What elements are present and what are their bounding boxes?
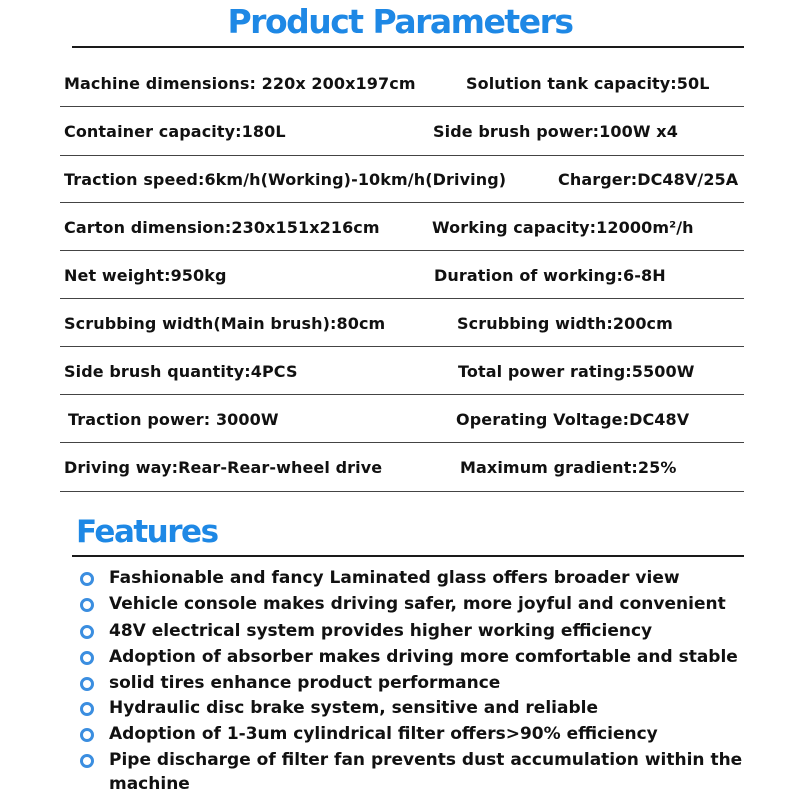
features-divider <box>72 555 744 557</box>
circle-bullet-icon <box>80 572 94 586</box>
features-title: Features <box>76 514 218 550</box>
param-machine-dimensions: Machine dimensions: 220x 200x197cm <box>64 74 416 93</box>
param-traction-speed: Traction speed:6km/h(Working)-10km/h(Driving) <box>64 170 507 189</box>
feature-text: Pipe discharge of filter fan prevents dust accumulation within the <box>109 750 743 770</box>
circle-bullet-icon <box>80 677 94 691</box>
feature-text: Vehicle console makes driving safer, more joyful and convenient <box>109 594 726 614</box>
param-traction-power: Traction power: 3000W <box>68 410 279 429</box>
param-total-power-rating: Total power rating:5500W <box>458 362 695 381</box>
param-driving-way: Driving way:Rear-Rear-wheel drive <box>64 458 383 477</box>
param-net-weight: Net weight:950kg <box>64 266 227 285</box>
row-divider <box>60 106 744 107</box>
feature-text: solid tires enhance product performance <box>109 673 501 693</box>
circle-bullet-icon <box>80 651 94 665</box>
circle-bullet-icon <box>80 702 94 716</box>
param-scrubbing-width: Scrubbing width:200cm <box>457 314 673 333</box>
row-divider <box>60 346 744 347</box>
param-maximum-gradient: Maximum gradient:25% <box>460 458 677 477</box>
param-duration-of-working: Duration of working:6-8H <box>434 266 666 285</box>
circle-bullet-icon <box>80 598 94 612</box>
row-divider <box>60 394 744 395</box>
param-scrubbing-width-main: Scrubbing width(Main brush):80cm <box>64 314 386 333</box>
circle-bullet-icon <box>80 754 94 768</box>
param-side-brush-quantity: Side brush quantity:4PCS <box>64 362 298 381</box>
row-divider <box>60 250 744 251</box>
row-divider <box>60 202 744 203</box>
feature-text: Hydraulic disc brake system, sensitive and reliable <box>109 698 598 718</box>
row-divider <box>60 491 744 492</box>
param-charger: Charger:DC48V/25A <box>558 170 739 189</box>
page-title: Product Parameters <box>227 2 573 41</box>
circle-bullet-icon <box>80 625 94 639</box>
param-solution-tank-capacity: Solution tank capacity:50L <box>466 74 710 93</box>
feature-text: machine <box>109 774 190 794</box>
param-carton-dimension: Carton dimension:230x151x216cm <box>64 218 380 237</box>
param-container-capacity: Container capacity:180L <box>64 122 286 141</box>
title-divider <box>72 46 744 48</box>
feature-text: 48V electrical system provides higher working efficiency <box>109 621 653 641</box>
param-side-brush-power: Side brush power:100W x4 <box>433 122 678 141</box>
param-operating-voltage: Operating Voltage:DC48V <box>456 410 690 429</box>
circle-bullet-icon <box>80 728 94 742</box>
row-divider <box>60 298 744 299</box>
row-divider <box>60 155 744 156</box>
param-working-capacity: Working capacity:12000m²/h <box>432 218 694 237</box>
feature-text: Adoption of 1-3um cylindrical filter offers>90% efficiency <box>109 724 658 744</box>
feature-text: Fashionable and fancy Laminated glass offers broader view <box>109 568 680 588</box>
feature-text: Adoption of absorber makes driving more comfortable and stable <box>109 647 738 667</box>
row-divider <box>60 442 744 443</box>
